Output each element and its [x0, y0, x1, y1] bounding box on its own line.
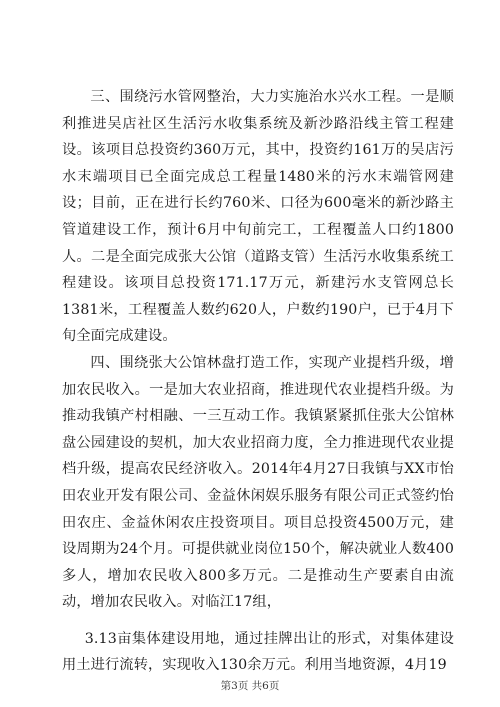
document-body	[62, 84, 454, 679]
paragraph-sewage-network: 三、围绕污水管网整治，大力实施治水兴水工程。一是顺利推进吴店社区生活污水收集系统及新沙路沿线主管工程建设。该项目总投资约360万元，其中，投资约161万的吴店污水末端项目已全面完成总工程量1480米的污水末端管网建设；目前，正在进行长约760米、口径为600毫米的新沙路主管道建设工作，预计6月中旬前完工，工程覆盖人口约1800人。二是全面完成张大公馆（道路支管）生活污水收集系统工程建设。该项目总投资171.17万元，新建污水支管网总长1381米，工程覆盖人数约620人，户数约190户，已于4月下旬全面完成建设。	[62, 89, 454, 345]
paragraph-collective-land: 3.13亩集体建设用地，通过挂牌出让的形式，对集体建设用土进行流转，实现收入130余万元。利用当地资源，4月19	[62, 630, 454, 674]
paragraph-linpan-industry: 四、围绕张大公馆林盘打造工作，实现产业提档升级，增加农民收入。一是加大农业招商，推进现代农业提档升级。为推动我镇产村相融、一三互动工作。我镇紧紧抓住张大公馆林盘公园建设的契机，加大农业招商力度，全力推进现代农业提档升级，提高农民经济收入。2014年4月27日我镇与XX市怡田农业开发有限公司、金益休闲娱乐服务有限公司正式签约怡田农庄、金益休闲农庄投资项目。项目总投资4500万元，建设周期为24个月。可提供就业岗位150个，解决就业人数400多人，增加农民收入800多万元。二是推动生产要素自由流动，增加农民收入。对临江17组，	[62, 354, 454, 611]
paragraph-gap	[62, 616, 454, 626]
page-number-footer: 第3页 共6页	[220, 680, 280, 692]
